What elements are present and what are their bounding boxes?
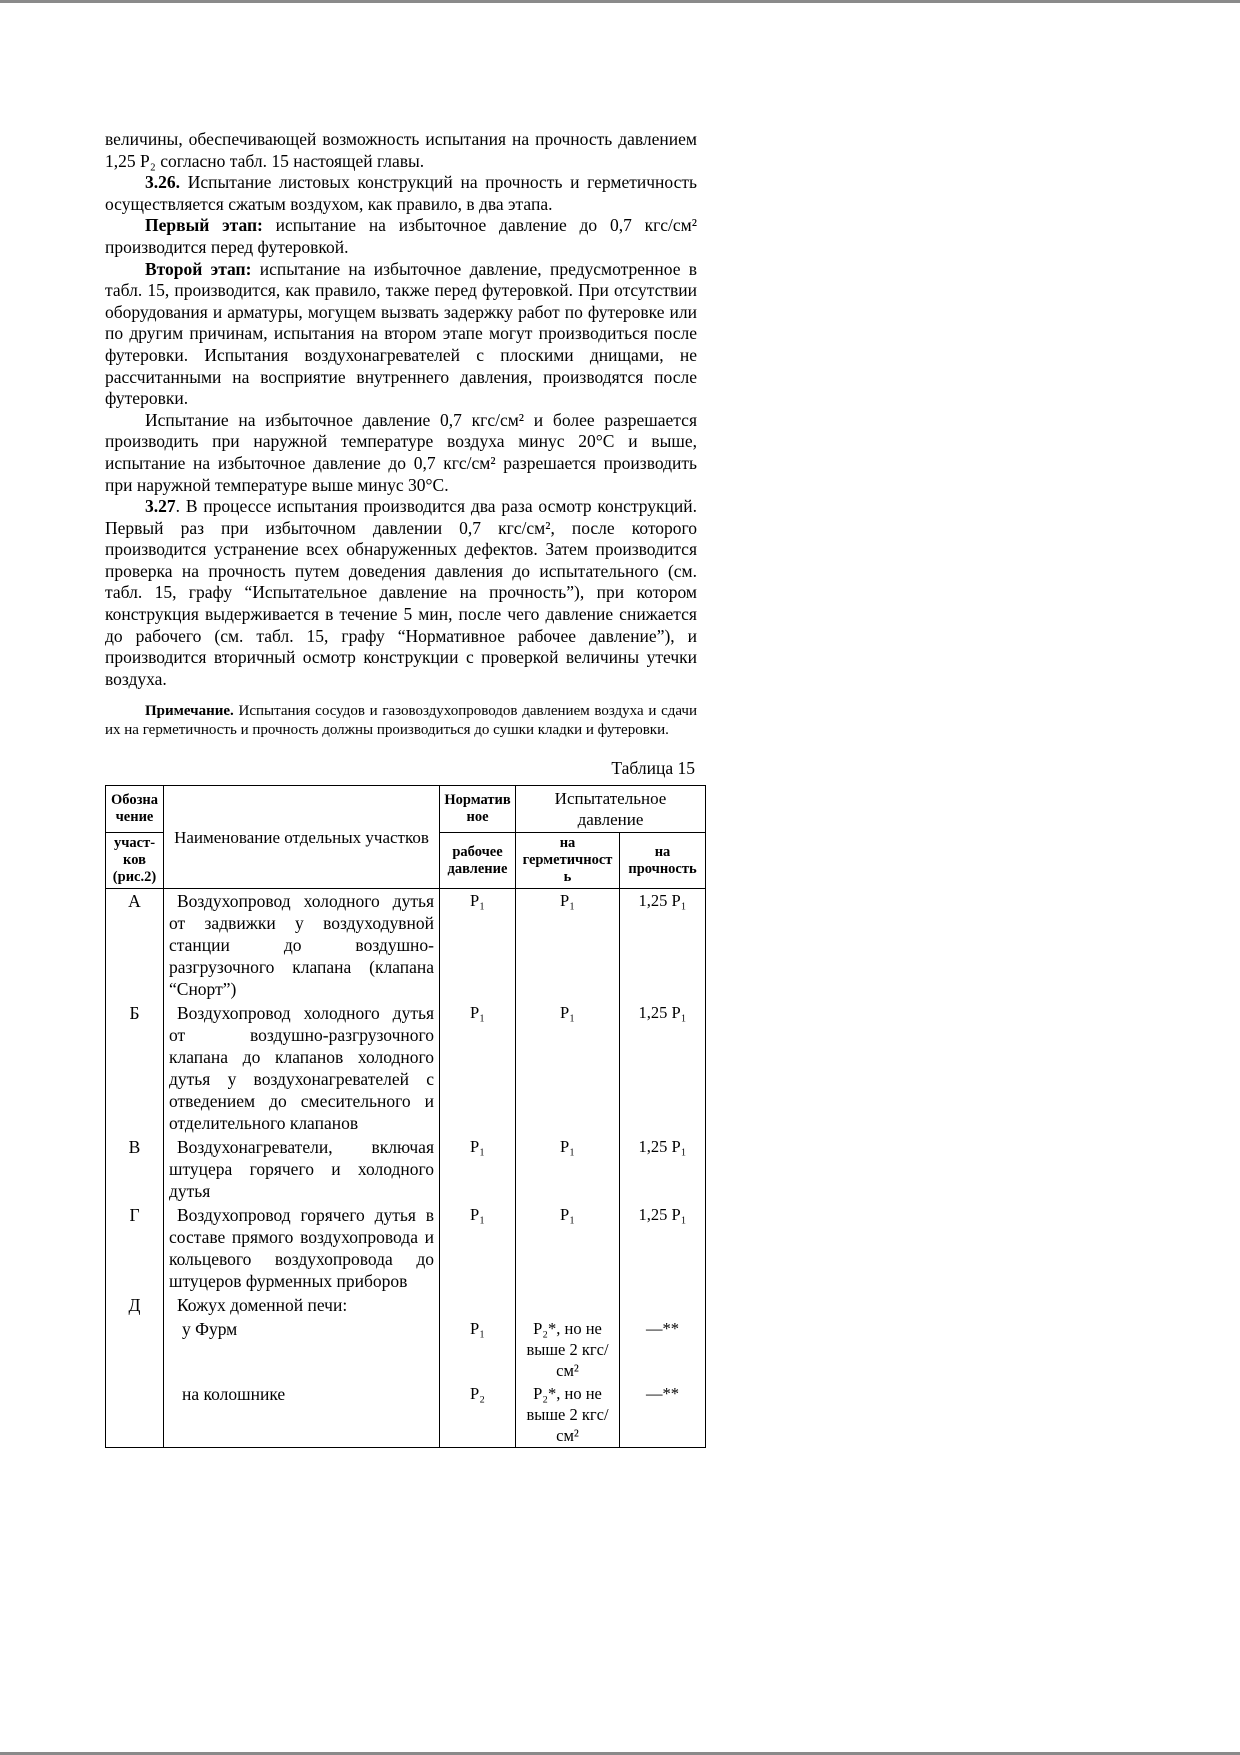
header-section-name: Наименование отдельных участков — [164, 786, 440, 889]
working-pressure-cell: Р₁ — [440, 1135, 516, 1203]
name-cell: Воздухопровод горячего дутья в составе прямого воздухопровода и кольцевого воздухопровода до штуцеров фурменных приборов — [164, 1203, 440, 1293]
note-text: Испытания сосудов и газовоздухопроводов давлением воздуха и сдачи их на герметичность и прочность должны производиться до сушки кладки и футеровки. — [105, 703, 697, 739]
name-cell: у Фурм — [164, 1317, 440, 1382]
strength-cell: 1,25 Р₁ — [620, 1135, 706, 1203]
working-pressure-cell: Р₁ — [440, 1001, 516, 1135]
strength-cell: 1,25 Р₁ — [620, 1203, 706, 1293]
letter-cell — [106, 1382, 164, 1448]
paragraph-text: Испытание на избыточное давление 0,7 кгс/см² и более разрешается производить при наружной температуре воздуха минус 20°С и выше, испытание на избыточное давление до 0,7 кгс/см² разрешается производить при наружной температуре выше минус 30°С. — [105, 409, 697, 495]
paragraph-text: Испытание листовых конструкций на прочность и герметичность осуществляется сжатым воздухом, как правило, в два этапа. — [105, 172, 697, 214]
paragraph-second-stage — [105, 259, 697, 410]
strength-cell — [620, 1293, 706, 1317]
paragraph-3-26 — [105, 172, 697, 215]
strength-cell: 1,25 Р₁ — [620, 889, 706, 1002]
header-test-pressure: Испытательное давление — [516, 786, 706, 833]
paragraph-3-27 — [105, 496, 697, 690]
table-row-d — [106, 1293, 706, 1317]
table-15 — [105, 785, 706, 1448]
header-designation: Обозначение — [106, 786, 164, 833]
tightness-cell: Р₁ — [516, 889, 620, 1002]
header-working-pressure: рабочее давление — [440, 833, 516, 889]
letter-cell: Д — [106, 1293, 164, 1317]
tightness-cell: Р₁ — [516, 1203, 620, 1293]
working-pressure-cell: Р₂ — [440, 1382, 516, 1448]
note-lead: Примечание. — [145, 703, 234, 720]
paragraph-text: величины, обеспечивающей возможность испытания на прочность давлением 1,25 Р₂ согласно табл. 15 настоящей главы. — [105, 129, 697, 171]
tightness-cell: Р₂*, но не выше 2 кгс/см² — [516, 1382, 620, 1448]
tightness-cell: Р₁ — [516, 1135, 620, 1203]
table-row-d-furm — [106, 1317, 706, 1382]
letter-cell — [106, 1317, 164, 1382]
paragraph-number: 3.27 — [145, 496, 176, 517]
table-row-a — [106, 889, 706, 1002]
header-strength: на прочность — [620, 833, 706, 889]
text-content — [105, 129, 697, 1448]
table-body — [106, 889, 706, 1448]
table-row-v — [106, 1135, 706, 1203]
tightness-cell — [516, 1293, 620, 1317]
header-designation-sub: участ-ков (рис.2) — [106, 833, 164, 889]
table-header-row-1 — [106, 786, 706, 833]
letter-cell: Г — [106, 1203, 164, 1293]
letter-cell: В — [106, 1135, 164, 1203]
table-row-g — [106, 1203, 706, 1293]
table-caption: Таблица 15 — [611, 758, 695, 779]
name-cell: на колошнике — [164, 1382, 440, 1448]
header-tightness: на герметичность — [516, 833, 620, 889]
name-cell: Воздухопровод холодного дутья от воздушно-разгрузочного клапана до клапанов холодного дутья у воздухонагревателей с отведением до смесительного и отделительного клапанов — [164, 1001, 440, 1135]
paragraph-number: 3.26. — [145, 172, 180, 193]
tightness-cell: Р₁ — [516, 1001, 620, 1135]
letter-cell: Б — [106, 1001, 164, 1135]
letter-cell: А — [106, 889, 164, 1002]
paragraph-lead: Второй этап: — [145, 258, 252, 279]
paragraph-text: испытание на избыточное давление, предусмотренное в табл. 15, производится, как правило, также перед футеровкой. При отсутствии оборудования и арматуры, могущем вызвать задержку работ по футеровке или по другим причинам, испытания на втором этапе могут производиться после футеровки. Испытания воздухонагревателей с плоскими днищами, не рассчитанными на восприятие внутреннего давления, производятся после футеровки. — [105, 258, 697, 409]
paragraph-text: испытание на избыточное давление до 0,7 кгс/см² производится перед футеровкой. — [105, 215, 697, 257]
table-row-d-koloshnik — [106, 1382, 706, 1448]
strength-cell: —** — [620, 1317, 706, 1382]
working-pressure-cell — [440, 1293, 516, 1317]
strength-cell: —** — [620, 1382, 706, 1448]
table-row-b — [106, 1001, 706, 1135]
paragraph-temperature — [105, 410, 697, 496]
tightness-cell: Р₂*, но не выше 2 кгс/см² — [516, 1317, 620, 1382]
working-pressure-cell: Р₁ — [440, 1317, 516, 1382]
paragraph-text: . В процессе испытания производится два раза осмотр конструкций. Первый раз при избыточном давлении 0,7 кгс/см², после которого производится устранение всех обнаруженных дефектов. Затем производится проверка на прочность путем доведения давления до испытательного (см. табл. 15, графу “Испытательное давление на прочность”), при котором конструкция выдерживается в течение 5 мин, после чего давление снижается до рабочего (см. табл. 15, графу “Нормативное рабочее давление”), и производится вторичный осмотр конструкции с проверкой величины утечки воздуха. — [105, 496, 697, 689]
name-cell: Воздухонагреватели, включая штуцера горячего и холодного дутья — [164, 1135, 440, 1203]
working-pressure-cell: Р₁ — [440, 1203, 516, 1293]
note-paragraph — [105, 702, 697, 740]
header-normative: Нормативное — [440, 786, 516, 833]
paragraph-lead: Первый этап: — [145, 215, 263, 236]
table-header — [106, 786, 706, 889]
paragraph-continuation — [105, 129, 697, 172]
working-pressure-cell: Р₁ — [440, 889, 516, 1002]
strength-cell: 1,25 Р₁ — [620, 1001, 706, 1135]
name-cell: Воздухопровод холодного дутья от задвижки у воздуходувной станции до воздушно-разгрузочного клапана (клапана “Снорт”) — [164, 889, 440, 1002]
name-cell: Кожух доменной печи: — [164, 1293, 440, 1317]
paragraph-first-stage — [105, 215, 697, 258]
